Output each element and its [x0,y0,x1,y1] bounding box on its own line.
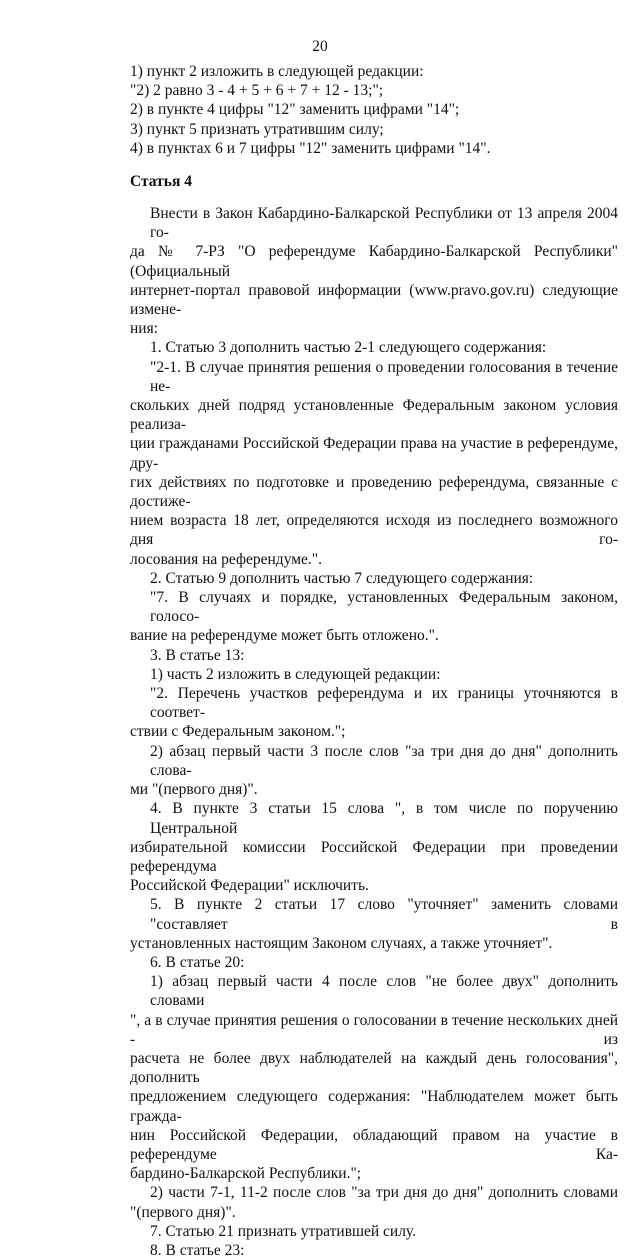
body-line: нием возраста 18 лет, определяются исходя из последнего возможного дня го- [130,512,618,549]
body-line: 5. В пункте 2 статьи 17 слово "уточняет" заменить словами "составляет в [150,896,618,933]
article-body [130,204,618,1260]
body-line: 1. Статью 3 дополнить частью 2-1 следующего содержания: [150,339,547,357]
list-item: 4) в пунктах 6 и 7 цифры "12" заменить цифрами "14". [130,139,491,157]
body-line: "7. В случаях и порядке, установленных Федеральным законом, голосо- [150,589,618,626]
body-line: расчета не более двух наблюдателей на каждый день голосования", дополнить [130,1049,618,1087]
body-line: установленных настоящим Законом случаях, а также уточняет". [130,934,553,952]
body-line: "2-1. В случае принятия решения о проведении голосования в течение не- [150,358,618,395]
body-line: Российской Федерации" исключить. [130,877,369,895]
body-line: ствии с Федеральным законом."; [130,723,346,741]
body-line: гих действиях по подготовке и проведению референдума, связанные с достиже- [130,473,618,511]
body-line: 2) абзац первый части 3 после слов "за три дня до дня" дополнить слова- [150,742,618,779]
body-line: 2. Статью 9 дополнить частью 7 следующего содержания: [150,569,534,587]
body-line: Внести в Закон Кабардино-Балкарской Республики от 13 апреля 2004 го- [150,205,618,242]
body-line: "2. Перечень участков референдума и их границы уточняются в соответ- [150,685,618,722]
body-line: лосования на референдуме.". [130,550,323,568]
body-line: нин Российской Федерации, обладающий правом на участие в референдуме Ка- [130,1126,618,1163]
body-line: 3. В статье 13: [150,646,245,664]
body-line: 4. В пункте 3 статьи 15 слова ", в том числе по поручению Центральной [150,800,618,837]
body-line: да № 7-РЗ "О референдуме Кабардино-Балкарской Республики" (Официальный [130,243,618,280]
body-line: предложением следующего содержания: "Наблюдателем может быть гражда- [130,1088,618,1125]
list-item: 2) в пункте 4 цифры "12" заменить цифрами "14"; [130,101,460,119]
list-item: 1) пункт 2 изложить в следующей редакции: [130,63,424,80]
list-item: "2) 2 равно 3 - 4 + 5 + 6 + 7 + 12 - 13;"; [130,82,384,100]
body-line: 7. Статью 21 признать утратившей силу. [150,1222,416,1240]
body-line: ции гражданами Российской Федерации права на участие в референдуме, дру- [130,435,618,472]
body-line: ", а в случае принятия решения о голосовании в течение нескольких дней - из [130,1011,618,1048]
list-item: 3) пункт 5 признать утратившим силу; [130,120,384,138]
article-heading: Статья 4 [130,173,192,190]
body-line: "(первого дня)". [130,1203,236,1221]
body-line: ми "(первого дня)". [130,781,258,799]
article-heading-block [130,172,618,191]
body-line: 6. В статье 20: [150,953,245,971]
body-line: бардино-Балкарской Республики."; [130,1165,362,1183]
body-line: интернет-портал правовой информации (www.pravo.gov.ru) следующие измене- [130,281,618,319]
amendment-list [130,62,618,158]
body-line: 1) абзац первый части 4 после слов "не более двух" дополнить словами [150,973,618,1010]
body-line: избирательной комиссии Российской Федерации при проведении референдума [130,838,618,875]
body-line: 8. В статье 23: [150,1241,245,1259]
body-line: вание на референдуме может быть отложено.". [130,627,439,645]
body-line: 2) части 7-1, 11-2 после слов "за три дня до дня" дополнить словами [150,1184,618,1202]
body-line: ния: [130,320,159,338]
page-number: 20 [312,38,328,55]
body-line: 1) часть 2 изложить в следующей редакции: [150,665,441,683]
body-line: скольких дней подряд установленные Федеральным законом условия реализа- [130,397,618,434]
